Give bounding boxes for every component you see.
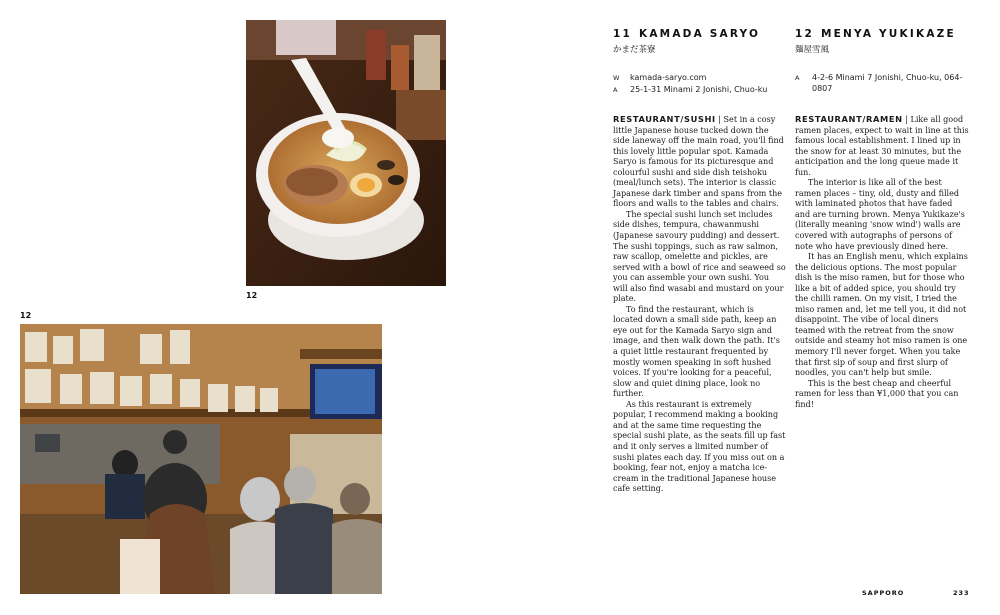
listing-meta: [795, 72, 970, 94]
listing-menya-yukikaze: [795, 28, 970, 409]
address-key: A: [795, 74, 800, 82]
listing-name: MENYA YUKIKAZE: [821, 28, 956, 40]
website-link[interactable]: kamada-saryo.com: [630, 73, 707, 82]
listing-kamada-saryo: [613, 28, 786, 494]
body-paragraph: As this restaurant is extremely popular, I recommend making a booking and at the same time requesting the special sushi plate, as the seats fill up fast and it only serves a limited number of sushi plates each day. If you miss out on a booking, fear not, enjoy a matcha ice-cream in the traditional Japanese house cafe setting.: [613, 399, 786, 494]
photo-caption-number: 12: [20, 311, 32, 320]
address-value: 25-1-31 Minami 2 Jonishi, Chuo-ku: [630, 85, 768, 94]
body-paragraph: RESTAURANT/RAMEN | Like all good ramen places, expect to wait in line at this famous local establishment. I lined up in the snow for at least 30 minutes, but the anticipation and the long queue made it fun.: [795, 114, 969, 177]
category-label: RESTAURANT/SUSHI: [613, 114, 716, 124]
body-paragraph: The interior is like all of the best ramen places – tiny, old, dusty and filled with laminated photos that have faded and are turning brown. Menya Yukikaze's (literally meaning 'snow wind') walls are covered with autographs of persons of note who have previously dined here.: [795, 178, 965, 251]
listing-meta: [613, 72, 786, 96]
photo-caption-number: 12: [246, 291, 258, 300]
listing-name: KAMADA SARYO: [639, 28, 761, 40]
listing-body: [613, 114, 786, 495]
website-row: [613, 72, 786, 84]
listing-japanese-name: かまだ茶寮: [613, 45, 656, 55]
listing-body: [795, 114, 970, 410]
body-paragraph: The special sushi lunch set includes side dishes, tempura, chawanmushi (Japanese savoury pudding) and dessert. The sushi toppings, such as raw salmon, raw scallop, omelette and pickles, are served with a bowl of rice and seaweed so you can assemble your own sushi. You will also find wasabi and mustard on your plate.: [613, 209, 786, 304]
restaurant-interior-photo: [20, 324, 382, 594]
category-label: RESTAURANT/RAMEN: [795, 114, 903, 124]
footer-page-number: 233: [953, 589, 970, 597]
listing-number: 11: [613, 28, 633, 40]
body-paragraph: RESTAURANT/SUSHI | Set in a cosy little Japanese house tucked down the side laneway off the main road, you'll find this lovely little popular spot. Kamada Saryo is famous for its picturesque and colourful sushi and side dish teishoku (meal/lunch sets). The interior is classic Japanese dark timber and spans from the floors and walls to the tables and chairs.: [613, 114, 784, 209]
footer-section-name: SAPPORO: [862, 589, 905, 597]
body-paragraph: It has an English menu, which explains the delicious options. The most popular dish is the miso ramen, but for those who like a bit of added spice, you should try the chilli ramen. On my visit, I tried the miso ramen and, let me tell you, it did not disappoint. The vibe of local diners teamed with the retreat from the snow outside and steamy hot miso ramen is one memory I'll never forget. When you take that first sip of soup and first slurp of noodles, you can't help but smile.: [795, 252, 968, 378]
address-row: [795, 72, 970, 94]
address-row: [613, 84, 786, 96]
listing-number: 12: [795, 28, 815, 40]
listing-title: [613, 28, 786, 40]
listing-japanese-name: 麺屋雪風: [795, 45, 830, 55]
address-value: 4-2-6 Minami 7 Jonishi, Chuo-ku, 064-0807: [812, 73, 963, 93]
address-key: A: [613, 86, 618, 94]
website-key: W: [613, 74, 620, 82]
body-paragraph: This is the best cheap and cheerful ramen for less than ¥1,000 that you can find!: [795, 378, 959, 409]
ramen-photo: [246, 20, 446, 286]
listing-title: [795, 28, 970, 40]
body-paragraph: To find the restaurant, which is located down a small side path, keep an eye out for the Kamada Saryo sign and image, and then walk down the path. It's a quiet little restaurant frequented by mostly women speaking in soft hushed voices. If you're looking for a peaceful, slow and quiet dining place, look no further.: [613, 304, 780, 399]
